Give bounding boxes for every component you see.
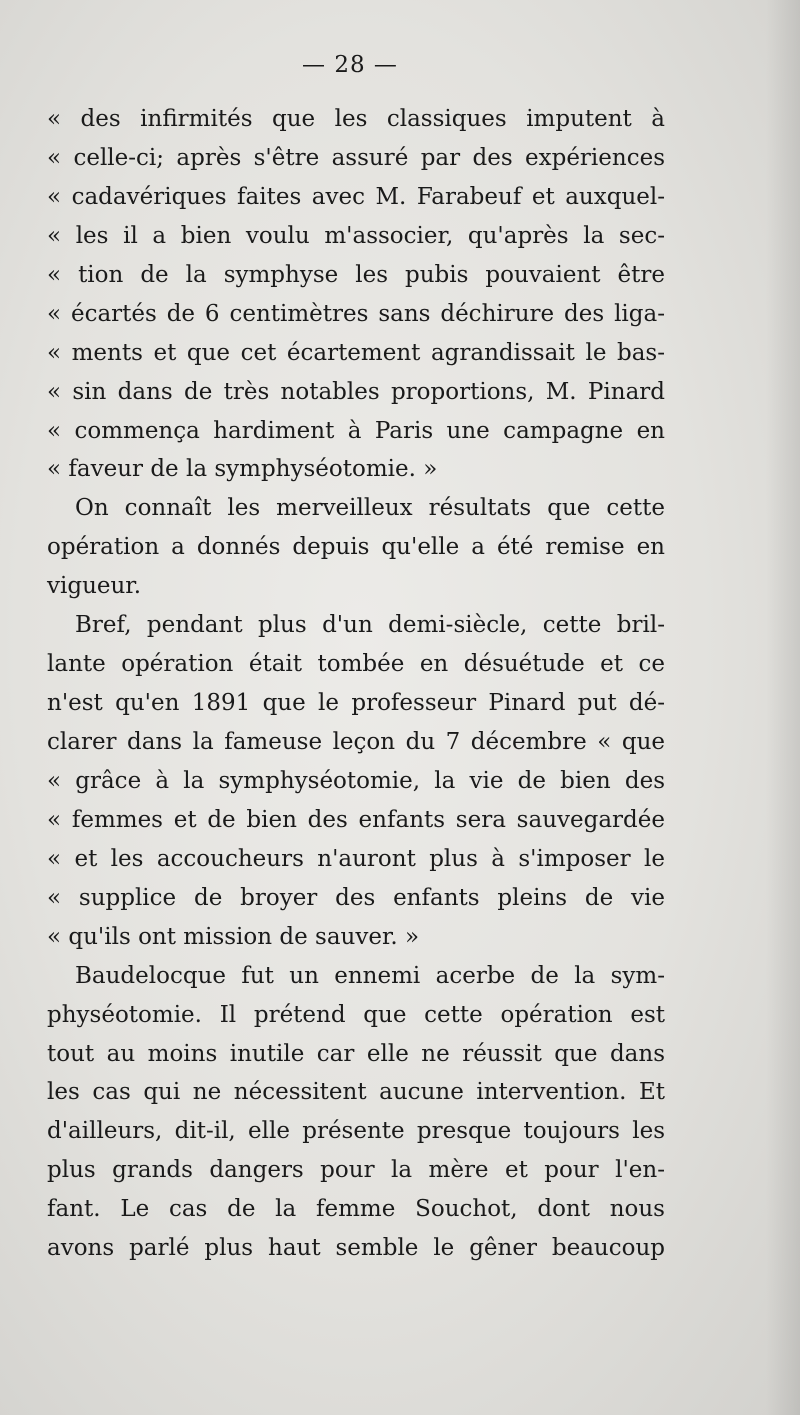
text-line: fant. Le cas de la femme Souchot, dont nous xyxy=(47,1196,665,1223)
text-line: n'est qu'en 1891 que le professeur Pinard put dé- xyxy=(47,690,665,717)
text-line: « celle-ci; après s'être assuré par des expériences xyxy=(47,144,665,171)
text-line: « ments et que cet écartement agrandissait le bas- xyxy=(47,339,665,366)
text-line: « les il a bien voulu m'associer, qu'après la sec- xyxy=(47,222,665,249)
text-line: « cadavériques faites avec M. Farabeuf et auxquel- xyxy=(47,183,665,210)
text-line: « qu'ils ont mission de sauver. » xyxy=(47,923,420,950)
text-line: « tion de la symphyse les pubis pouvaient être xyxy=(47,261,665,288)
text-line: « faveur de la symphyséotomie. » xyxy=(47,456,438,483)
text-line: « femmes et de bien des enfants sera sauvegardée xyxy=(47,806,665,833)
text-line: « grâce à la symphyséotomie, la vie de bien des xyxy=(47,767,665,794)
text-line: « sin dans de très notables proportions, M. Pinard xyxy=(47,378,665,405)
text-line: « commença hardiment à Paris une campagne en xyxy=(47,417,665,444)
paragraph-start-line: On connaît les merveilleux résultats que cette xyxy=(75,495,665,522)
text-line: clarer dans la fameuse leçon du 7 décembre « que xyxy=(47,729,665,755)
text-line: les cas qui ne nécessitent aucune intervention. Et xyxy=(47,1079,665,1106)
body-text xyxy=(47,100,665,1268)
text-line: plus grands dangers pour la mère et pour l'en- xyxy=(47,1157,665,1184)
paragraph-start-line: Bref, pendant plus d'un demi-siècle, cette bril- xyxy=(75,612,665,639)
text-line: opération a donnés depuis qu'elle a été remise en xyxy=(47,534,665,561)
text-line: tout au moins inutile car elle ne réussit que dans xyxy=(47,1040,665,1067)
text-line: vigueur. xyxy=(47,573,142,600)
text-line: « et les accoucheurs n'auront plus à s'imposer le xyxy=(47,845,665,872)
paragraph-start-line: Baudelocque fut un ennemi acerbe de la sym- xyxy=(75,962,665,989)
text-line: « supplice de broyer des enfants pleins de vie xyxy=(47,884,665,911)
text-line: avons parlé plus haut semble le gêner beaucoup xyxy=(47,1235,665,1262)
text-line: lante opération était tombée en désuétude et ce xyxy=(47,651,665,678)
text-line: d'ailleurs, dit-il, elle présente presque toujours les xyxy=(47,1118,665,1145)
text-line: physéotomie. Il prétend que cette opération est xyxy=(47,1001,665,1028)
text-line: « des infirmités que les classiques imputent à xyxy=(47,106,665,132)
page-number: — 28 — xyxy=(302,52,398,78)
text-line: « écartés de 6 centimètres sans déchirure des liga- xyxy=(47,300,665,327)
